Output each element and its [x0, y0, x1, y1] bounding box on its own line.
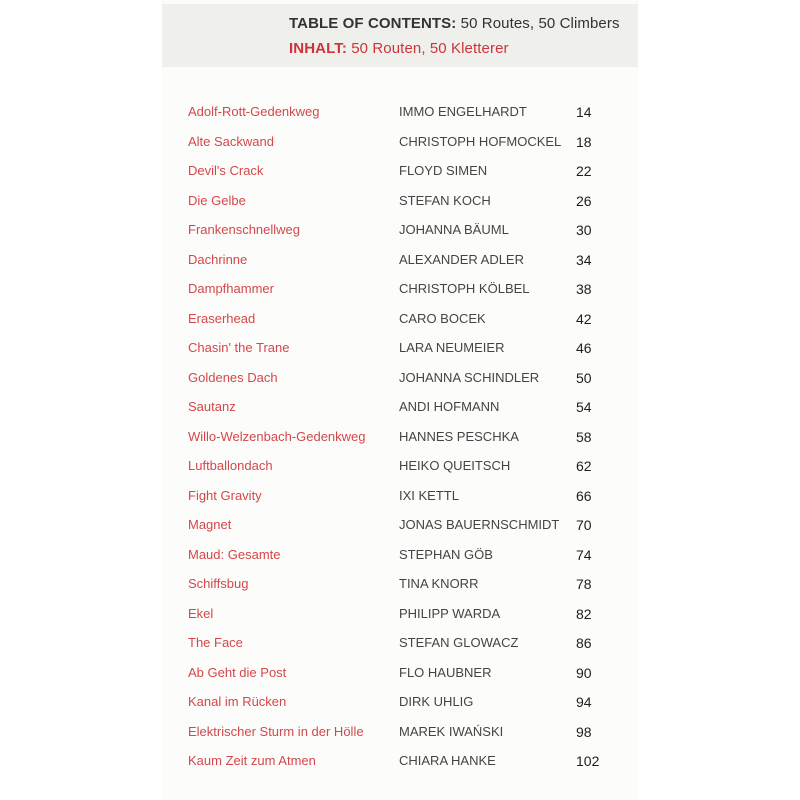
toc-entry[interactable]: [0, 281, 800, 303]
climber-name: LARA NEUMEIER: [399, 340, 505, 355]
page-number: 62: [576, 458, 592, 474]
climber-name: JOHANNA SCHINDLER: [399, 370, 540, 385]
climber-name: IXI KETTL: [399, 488, 459, 503]
route-name: Frankenschnellweg: [188, 222, 301, 237]
page-number: 18: [576, 134, 592, 150]
climber-name: MAREK IWAŃSKI: [399, 724, 504, 739]
route-name: Adolf-Rott-Gedenkweg: [188, 104, 320, 119]
climber-name: DIRK UHLIG: [399, 694, 474, 709]
toc-entry[interactable]: [0, 193, 800, 215]
route-name: Alte Sackwand: [188, 134, 274, 149]
page-number: 70: [576, 517, 592, 533]
page-number: 54: [576, 399, 592, 415]
route-name: Chasin' the Trane: [188, 340, 290, 355]
toc-entry[interactable]: [0, 340, 800, 362]
route-name: Elektrischer Sturm in der Hölle: [188, 724, 364, 739]
page-number: 74: [576, 547, 592, 563]
page-number: 30: [576, 222, 592, 238]
climber-name: HEIKO QUEITSCH: [399, 458, 511, 473]
route-name: Kaum Zeit zum Atmen: [188, 753, 316, 768]
page-number: 50: [576, 370, 592, 386]
toc-entry[interactable]: [0, 163, 800, 185]
climber-name: FLO HAUBNER: [399, 665, 492, 680]
toc-entry[interactable]: [0, 724, 800, 746]
climber-name: STEFAN GLOWACZ: [399, 635, 519, 650]
page-number: 102: [576, 753, 600, 769]
route-name: Dachrinne: [188, 252, 248, 267]
page-number: 46: [576, 340, 592, 356]
route-name: Willo-Welzenbach-Gedenkweg: [188, 429, 366, 444]
route-name: Kanal im Rücken: [188, 694, 287, 709]
page-number: 34: [576, 252, 592, 268]
toc-title-english-label: TABLE OF CONTENTS:: [289, 15, 457, 32]
route-name: Schiffsbug: [188, 576, 249, 591]
toc-entry[interactable]: [0, 665, 800, 687]
page-number: 22: [576, 163, 592, 179]
toc-entry[interactable]: [0, 222, 800, 244]
page-number: 42: [576, 311, 592, 327]
toc-entry[interactable]: [0, 399, 800, 421]
route-name: Die Gelbe: [188, 193, 246, 208]
page-number: 14: [576, 104, 592, 120]
route-name: Ekel: [188, 606, 214, 621]
route-name: Goldenes Dach: [188, 370, 278, 385]
toc-entry[interactable]: [0, 429, 800, 451]
page-number: 26: [576, 193, 592, 209]
toc-entry[interactable]: [0, 134, 800, 156]
climber-name: CHRISTOPH KÖLBEL: [399, 281, 530, 296]
climber-name: TINA KNORR: [399, 576, 479, 591]
climber-name: IMMO ENGELHARDT: [399, 104, 527, 119]
route-name: Devil's Crack: [188, 163, 264, 178]
climber-name: HANNES PESCHKA: [399, 429, 519, 444]
climber-name: CARO BOCEK: [399, 311, 486, 326]
climber-name: JOHANNA BÄUML: [399, 222, 509, 237]
page-number: 66: [576, 488, 592, 504]
toc-entry[interactable]: [0, 635, 800, 657]
page-number: 82: [576, 606, 592, 622]
toc-entry[interactable]: [0, 252, 800, 274]
climber-name: STEFAN KOCH: [399, 193, 491, 208]
route-name: Fight Gravity: [188, 488, 262, 503]
route-name: Luftballondach: [188, 458, 273, 473]
toc-entry[interactable]: [0, 104, 800, 126]
page-number: 58: [576, 429, 592, 445]
toc-entry[interactable]: [0, 576, 800, 598]
toc-entry[interactable]: [0, 547, 800, 569]
page-number: 86: [576, 635, 592, 651]
toc-entry[interactable]: [0, 606, 800, 628]
toc-entry[interactable]: [0, 488, 800, 510]
route-name: Maud: Gesamte: [188, 547, 281, 562]
route-name: Ab Geht die Post: [188, 665, 287, 680]
toc-entry[interactable]: [0, 311, 800, 333]
climber-name: STEPHAN GÖB: [399, 547, 493, 562]
route-name: Dampfhammer: [188, 281, 274, 296]
toc-entry[interactable]: [0, 517, 800, 539]
toc-entry[interactable]: [0, 458, 800, 480]
route-name: Magnet: [188, 517, 232, 532]
climber-name: ANDI HOFMANN: [399, 399, 500, 414]
page-number: 98: [576, 724, 592, 740]
route-name: Eraserhead: [188, 311, 256, 326]
page-number: 94: [576, 694, 592, 710]
toc-title-german-label: INHALT:: [289, 40, 347, 57]
page-number: 90: [576, 665, 592, 681]
climber-name: FLOYD SIMEN: [399, 163, 488, 178]
climber-name: ALEXANDER ADLER: [399, 252, 524, 267]
climber-name: CHIARA HANKE: [399, 753, 496, 768]
toc-entry[interactable]: [0, 694, 800, 716]
route-name: Sautanz: [188, 399, 236, 414]
climber-name: PHILIPP WARDA: [399, 606, 501, 621]
toc-entry[interactable]: [0, 753, 800, 775]
route-name: The Face: [188, 635, 243, 650]
climber-name: JONAS BAUERNSCHMIDT: [399, 517, 560, 532]
page-number: 38: [576, 281, 592, 297]
climber-name: CHRISTOPH HOFMOCKEL: [399, 134, 562, 149]
toc-title-german-subtitle: 50 Routen, 50 Kletterer: [351, 40, 509, 57]
toc-entry[interactable]: [0, 370, 800, 392]
toc-title-english-subtitle: 50 Routes, 50 Climbers: [460, 15, 620, 32]
page-number: 78: [576, 576, 592, 592]
